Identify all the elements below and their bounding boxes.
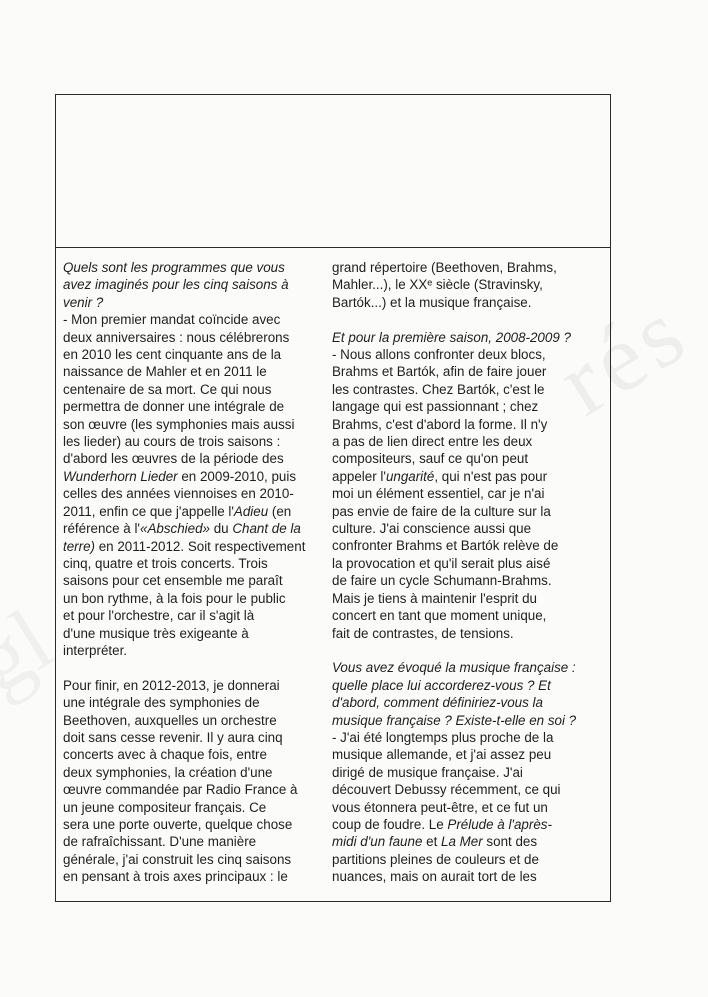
text-segment: confronter Brahms et Bartók relève de — [332, 538, 559, 554]
italic-text: quelle place lui accorderez-vous ? Et — [332, 677, 551, 693]
text-line — [63, 485, 307, 502]
text-line — [63, 607, 307, 624]
text-line — [332, 833, 604, 850]
text-segment: un bon rythme, à la fois pour le public — [63, 590, 286, 606]
text-line — [332, 729, 604, 746]
header-image-box — [56, 95, 610, 248]
text-segment: sera une porte ouverte, quelque chose — [63, 816, 293, 832]
text-line — [63, 416, 307, 433]
text-line — [63, 572, 307, 589]
italic-text: Adieu — [233, 503, 269, 519]
text-segment: et pour l'orchestre, car il s'agit là — [63, 608, 255, 624]
page-frame — [55, 94, 611, 902]
text-segment: 2011, enfin ce que j'appelle l' — [63, 503, 234, 519]
italic-text: ungarité — [385, 468, 435, 484]
text-segment: , qui n'est pas pour — [434, 468, 548, 484]
text-segment: cinq, quatre et trois concerts. Trois — [63, 555, 268, 571]
text-segment: sont des — [482, 834, 538, 850]
text-line — [332, 450, 604, 467]
text-line — [63, 590, 307, 607]
text-segment: vous étonnera peut-être, et ce fut un — [332, 799, 548, 815]
italic-text: d'abord, comment définiriez-vous la — [332, 695, 543, 711]
question-line — [332, 329, 604, 346]
text-segment: générale, j'ai construit les cinq saisons — [63, 851, 292, 867]
text-segment: la provocation et qu'il serait plus aisé — [332, 555, 551, 571]
text-segment: deux anniversaires : nous célébrerons — [63, 329, 290, 345]
text-segment: découvert Debussy récemment, ce qui — [332, 782, 561, 798]
text-segment: concert en tant que moment unique, — [332, 608, 547, 624]
text-segment: Pour finir, en 2012-2013, je donnerai — [63, 677, 280, 693]
italic-text: venir ? — [63, 294, 104, 310]
text-segment: a pas de lien direct entre les deux — [332, 434, 533, 450]
text-segment: Brahms, c'est d'abord la forme. Il n'y — [332, 416, 548, 432]
text-line — [63, 503, 307, 520]
text-line — [332, 572, 604, 589]
text-segment: naissance de Mahler et en 2011 le — [63, 364, 267, 380]
question-line — [332, 712, 604, 729]
text-segment: celles des années viennoises en 2010- — [63, 486, 294, 502]
text-line — [63, 712, 307, 729]
text-line — [332, 416, 604, 433]
text-segment: moi un élément essentiel, car je n'ai — [332, 486, 545, 502]
text-segment: Brahms et Bartók, afin de faire jouer — [332, 364, 547, 380]
text-segment: permettra de donner une intégrale de — [63, 399, 285, 415]
question-line — [332, 659, 604, 676]
text-segment: de faire un cycle Schumann-Brahms. — [332, 573, 552, 589]
text-line — [63, 642, 307, 659]
italic-text: Wunderhorn Lieder — [63, 468, 178, 484]
text-line — [63, 625, 307, 642]
text-line — [63, 833, 307, 850]
text-line — [332, 816, 604, 833]
text-line — [63, 746, 307, 763]
text-segment: en pensant à trois axes principaux : le — [63, 869, 288, 885]
text-line — [332, 537, 604, 554]
text-segment: les contrastes. Chez Bartók, c'est le — [332, 381, 545, 397]
text-segment: Mahler...), le XXᵉ siècle (Stravinsky, — [332, 277, 543, 293]
text-line — [63, 468, 307, 485]
text-line — [63, 729, 307, 746]
text-line — [63, 555, 307, 572]
italic-text: Vous avez évoqué la musique française : — [332, 660, 576, 676]
text-segment: musique allemande, et j'ai assez peu — [332, 747, 552, 763]
text-line — [63, 311, 307, 328]
text-segment: les lieder) au cours de trois saisons : — [63, 434, 281, 450]
text-segment: doit sans cesse revenir. Il y aura cinq — [63, 729, 283, 745]
italic-text: Et pour la première saison, 2008-2009 ? — [332, 329, 571, 345]
text-line — [332, 625, 604, 642]
text-segment: en 2009-2010, puis — [177, 468, 297, 484]
text-line — [332, 746, 604, 763]
italic-text: musique française ? Existe-t-elle en soi ? — [332, 712, 577, 728]
text-segment: partitions pleines de couleurs et de — [332, 851, 539, 867]
right-column — [332, 259, 604, 886]
text-line — [63, 764, 307, 781]
text-line — [63, 868, 307, 885]
italic-text: Chant de la — [232, 521, 301, 537]
text-segment: d'une musique très exigeante à — [63, 625, 249, 641]
paragraph-gap — [63, 659, 307, 676]
watermark: rés — [539, 275, 707, 436]
text-line — [332, 259, 604, 276]
text-line — [332, 781, 604, 798]
text-line — [332, 346, 604, 363]
text-line — [332, 276, 604, 293]
paragraph-gap — [332, 311, 604, 328]
text-line — [332, 468, 604, 485]
italic-text: terre) — [63, 538, 95, 554]
italic-text: midi d'un faune — [332, 834, 423, 850]
text-segment: et — [422, 834, 442, 850]
text-segment: Mais je tiens à maintenir l'esprit du — [332, 590, 537, 606]
text-segment: coup de foudre. Le — [332, 816, 448, 832]
text-line — [63, 520, 307, 537]
text-line — [332, 607, 604, 624]
text-line — [63, 381, 307, 398]
text-segment: compositeurs, sauf ce qu'on peut — [332, 451, 529, 467]
text-line — [332, 398, 604, 415]
text-segment: appeler l' — [332, 468, 386, 484]
text-line — [332, 294, 604, 311]
text-line — [332, 868, 604, 885]
text-line — [63, 694, 307, 711]
text-segment: centenaire de sa mort. Ce qui nous — [63, 381, 272, 397]
text-line — [332, 363, 604, 380]
text-segment: référence à l' — [63, 521, 140, 537]
question-line — [332, 694, 604, 711]
text-segment: langage qui est passionnant ; chez — [332, 399, 539, 415]
text-segment: deux symphonies, la création d'une — [63, 764, 273, 780]
text-segment: son œuvre (les symphonies mais aussi — [63, 416, 295, 432]
italic-text: «Abschied» — [140, 521, 210, 537]
question-line — [63, 294, 307, 311]
text-line — [332, 764, 604, 781]
text-line — [332, 799, 604, 816]
text-segment: une intégrale des symphonies de — [63, 695, 260, 711]
text-segment: pas envie de faire de la culture sur la — [332, 503, 551, 519]
question-line — [63, 276, 307, 293]
text-segment: (en — [268, 503, 292, 519]
text-line — [332, 851, 604, 868]
text-segment: Beethoven, auxquelles un orchestre — [63, 712, 277, 728]
text-segment: un jeune compositeur français. Ce — [63, 799, 267, 815]
text-segment: - Mon premier mandat coïncide avec — [63, 312, 281, 328]
text-segment: dirigé de musique française. J'ai — [332, 764, 523, 780]
text-segment: de rafraîchissant. D'une manière — [63, 834, 257, 850]
text-segment: fait de contrastes, de tensions. — [332, 625, 514, 641]
paragraph-gap — [332, 642, 604, 659]
question-line — [63, 259, 307, 276]
italic-text: avez imaginés pour les cinq saisons à — [63, 277, 289, 293]
text-line — [332, 485, 604, 502]
text-line — [63, 799, 307, 816]
text-line — [63, 346, 307, 363]
text-line — [63, 816, 307, 833]
text-segment: Bartók...) et la musique française. — [332, 294, 532, 310]
text-line — [63, 329, 307, 346]
text-line — [63, 398, 307, 415]
text-line — [63, 781, 307, 798]
text-segment: grand répertoire (Beethoven, Brahms, — [332, 260, 557, 275]
question-line — [332, 677, 604, 694]
text-segment: nuances, mais on aurait tort de les — [332, 869, 537, 885]
text-line — [63, 433, 307, 450]
text-line — [332, 381, 604, 398]
text-line — [332, 590, 604, 607]
left-column — [63, 259, 307, 886]
text-segment: du — [209, 521, 233, 537]
text-segment: en 2011-2012. Soit respectivement — [95, 538, 306, 554]
text-segment: - J'ai été longtemps plus proche de la — [332, 729, 554, 745]
text-line — [63, 538, 307, 555]
text-segment: œuvre commandée par Radio France à — [63, 782, 298, 798]
text-segment: concerts avec à chaque fois, entre — [63, 747, 267, 763]
text-line — [63, 363, 307, 380]
text-line — [332, 503, 604, 520]
text-segment: d'abord les œuvres de la période des — [63, 451, 284, 467]
text-line — [63, 851, 307, 868]
text-line — [332, 520, 604, 537]
text-segment: saisons pour cet ensemble me paraît — [63, 573, 283, 589]
text-segment: en 2010 les cent cinquante ans de la — [63, 347, 282, 363]
text-segment: - Nous allons confronter deux blocs, — [332, 347, 546, 363]
text-segment: interpréter. — [63, 642, 128, 658]
text-line — [332, 433, 604, 450]
italic-text: La Mer — [441, 834, 483, 850]
italic-text: Prélude à l'après- — [447, 816, 552, 832]
text-line — [332, 555, 604, 572]
text-line — [63, 450, 307, 467]
text-segment: culture. J'ai conscience aussi que — [332, 521, 532, 537]
italic-text: Quels sont les programmes que vous — [63, 260, 285, 275]
text-line — [63, 677, 307, 694]
